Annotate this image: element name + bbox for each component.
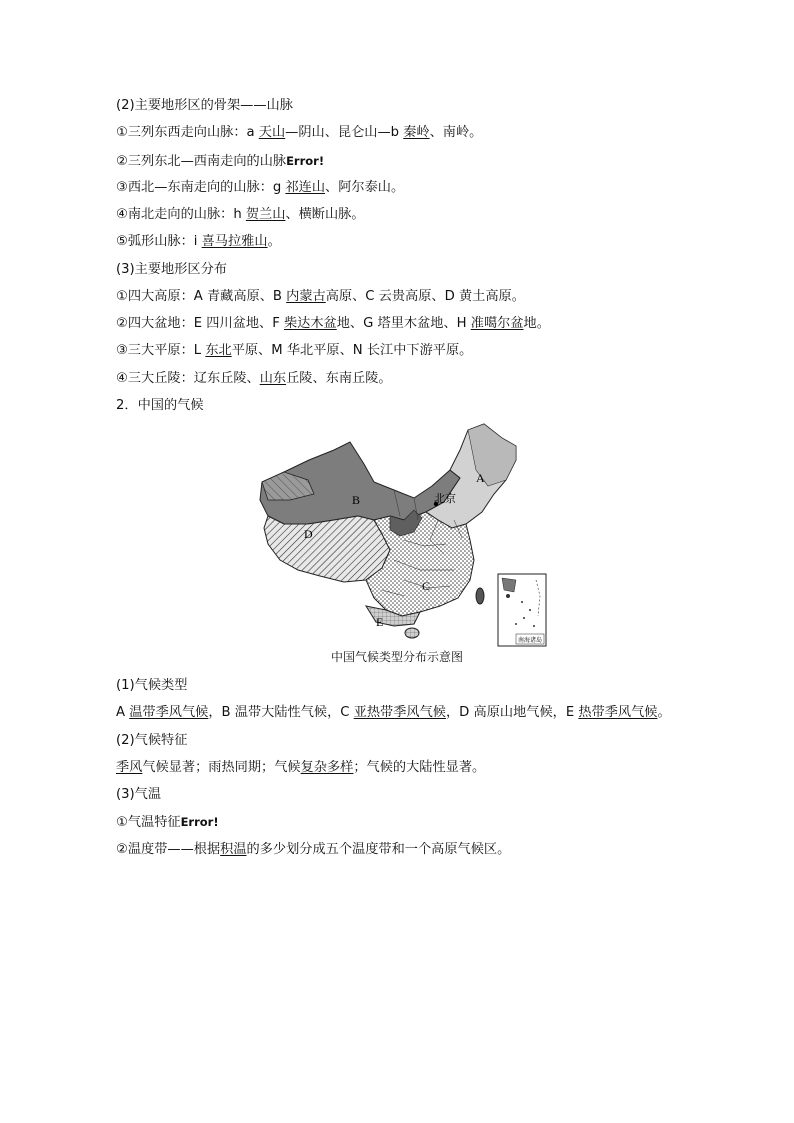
text: 高原、C 云贵高原、D 黄土高原。 — [325, 289, 525, 304]
text: ④三大丘陵：辽东丘陵、 — [116, 371, 260, 386]
features-title: (2)气候特征 — [116, 733, 188, 748]
answer-junggar: 准噶尔盆 — [470, 316, 524, 331]
climate-features — [116, 758, 485, 778]
answer-qinling: 秦岭 — [403, 125, 430, 140]
mountains-northeast-southwest — [116, 151, 324, 172]
text: ，D 高原山地气候，E — [445, 705, 579, 720]
text: ①气温特征 — [116, 815, 181, 830]
label-c: C — [422, 579, 431, 593]
three-plains — [116, 341, 472, 361]
text: ①四大高原：A 青藏高原、B — [116, 289, 287, 304]
answer-tianshan: 天山 — [258, 125, 286, 140]
answer-dongbei: 东北 — [205, 343, 232, 358]
text: A — [116, 705, 130, 720]
text: 气候显著；雨热同期；气候 — [142, 760, 301, 775]
answer-temperate-monsoon: 温带季风气候 — [129, 705, 209, 720]
answer-diverse: 复杂多样 — [300, 760, 354, 775]
map-svg — [254, 420, 548, 648]
label-a: A — [476, 471, 485, 485]
inset-box — [498, 574, 546, 646]
taiwan-island — [476, 588, 484, 604]
label-beijing: 北京 — [434, 492, 456, 505]
mountains-north-south — [116, 205, 365, 225]
text: 、阿尔泰山。 — [325, 180, 405, 195]
mountains-east-west — [116, 123, 482, 143]
map-caption: 中国气候类型分布示意图 — [330, 650, 463, 664]
temp-features — [116, 812, 219, 833]
text: 丘陵、东南丘陵。 — [286, 371, 392, 386]
inset-label: 南海诸岛 — [518, 637, 543, 644]
text: 。 — [657, 705, 671, 720]
text: ②三列东北—西南走向的山脉 — [116, 154, 287, 169]
answer-neimenggu: 内蒙古 — [286, 289, 326, 304]
text: —阴山、昆仑山—b — [285, 125, 404, 140]
china-climate-map — [254, 420, 548, 648]
text: 、南岭。 — [429, 125, 483, 140]
climate-heading: 2．中国的气候 — [116, 398, 204, 413]
answer-monsoon: 季风 — [116, 760, 143, 775]
text: 地。 — [523, 316, 550, 331]
text: 、横断山脉。 — [285, 207, 365, 222]
text: ④南北走向的山脉：h — [116, 207, 246, 222]
label-e: E — [376, 615, 384, 629]
answer-shandong: 山东 — [259, 371, 287, 386]
error-text: Error! — [286, 154, 325, 168]
answer-accumulated-temp: 积温 — [220, 842, 247, 857]
types-title: (1)气候类型 — [116, 678, 188, 693]
text: ③三大平原：L — [116, 343, 206, 358]
three-hills — [116, 369, 392, 389]
temp-title: (3)气温 — [116, 787, 162, 802]
mountains-arc — [116, 232, 281, 252]
terrain-title: (2)主要地形区的骨架——山脉 — [116, 98, 293, 113]
answer-himalaya: 喜马拉雅山 — [201, 234, 268, 249]
text: ①三列东西走向山脉：a — [116, 125, 259, 140]
text: ②四大盆地：E 四川盆地、F — [116, 316, 284, 331]
hainan-island — [405, 628, 419, 638]
error-text: Error! — [180, 815, 219, 829]
temp-zones — [116, 840, 510, 860]
text: ，B 温带大陆性气候，C — [208, 705, 354, 720]
text: 地、G 塔里木盆地、H — [336, 316, 471, 331]
answer-qaidam: 柴达木盆 — [284, 316, 337, 331]
mountains-northwest-southeast — [116, 178, 404, 198]
four-plateaus — [116, 287, 525, 307]
region-d — [264, 516, 390, 582]
text: ；气候的大陆性显著。 — [353, 760, 486, 775]
text: 平原、M 华北平原、N 长江中下游平原。 — [231, 343, 473, 358]
text: ⑤弧形山脉：i — [116, 234, 202, 249]
label-b: B — [352, 493, 361, 507]
text: 。 — [267, 234, 281, 249]
text: 的多少划分成五个温度带和一个高原气候区。 — [246, 842, 511, 857]
text: ②温度带——根据 — [116, 842, 221, 857]
answer-qilianshan: 祁连山 — [285, 180, 326, 195]
answer-subtropical-monsoon: 亚热带季风气候 — [353, 705, 446, 720]
climate-types — [116, 703, 671, 723]
answer-tropical-monsoon: 热带季风气候 — [578, 705, 658, 720]
label-d: D — [304, 527, 313, 541]
answer-helanshan: 贺兰山 — [245, 207, 286, 222]
regions-title: (3)主要地形区分布 — [116, 262, 227, 277]
text: ③西北—东南走向的山脉：g — [116, 180, 286, 195]
four-basins — [116, 314, 550, 334]
